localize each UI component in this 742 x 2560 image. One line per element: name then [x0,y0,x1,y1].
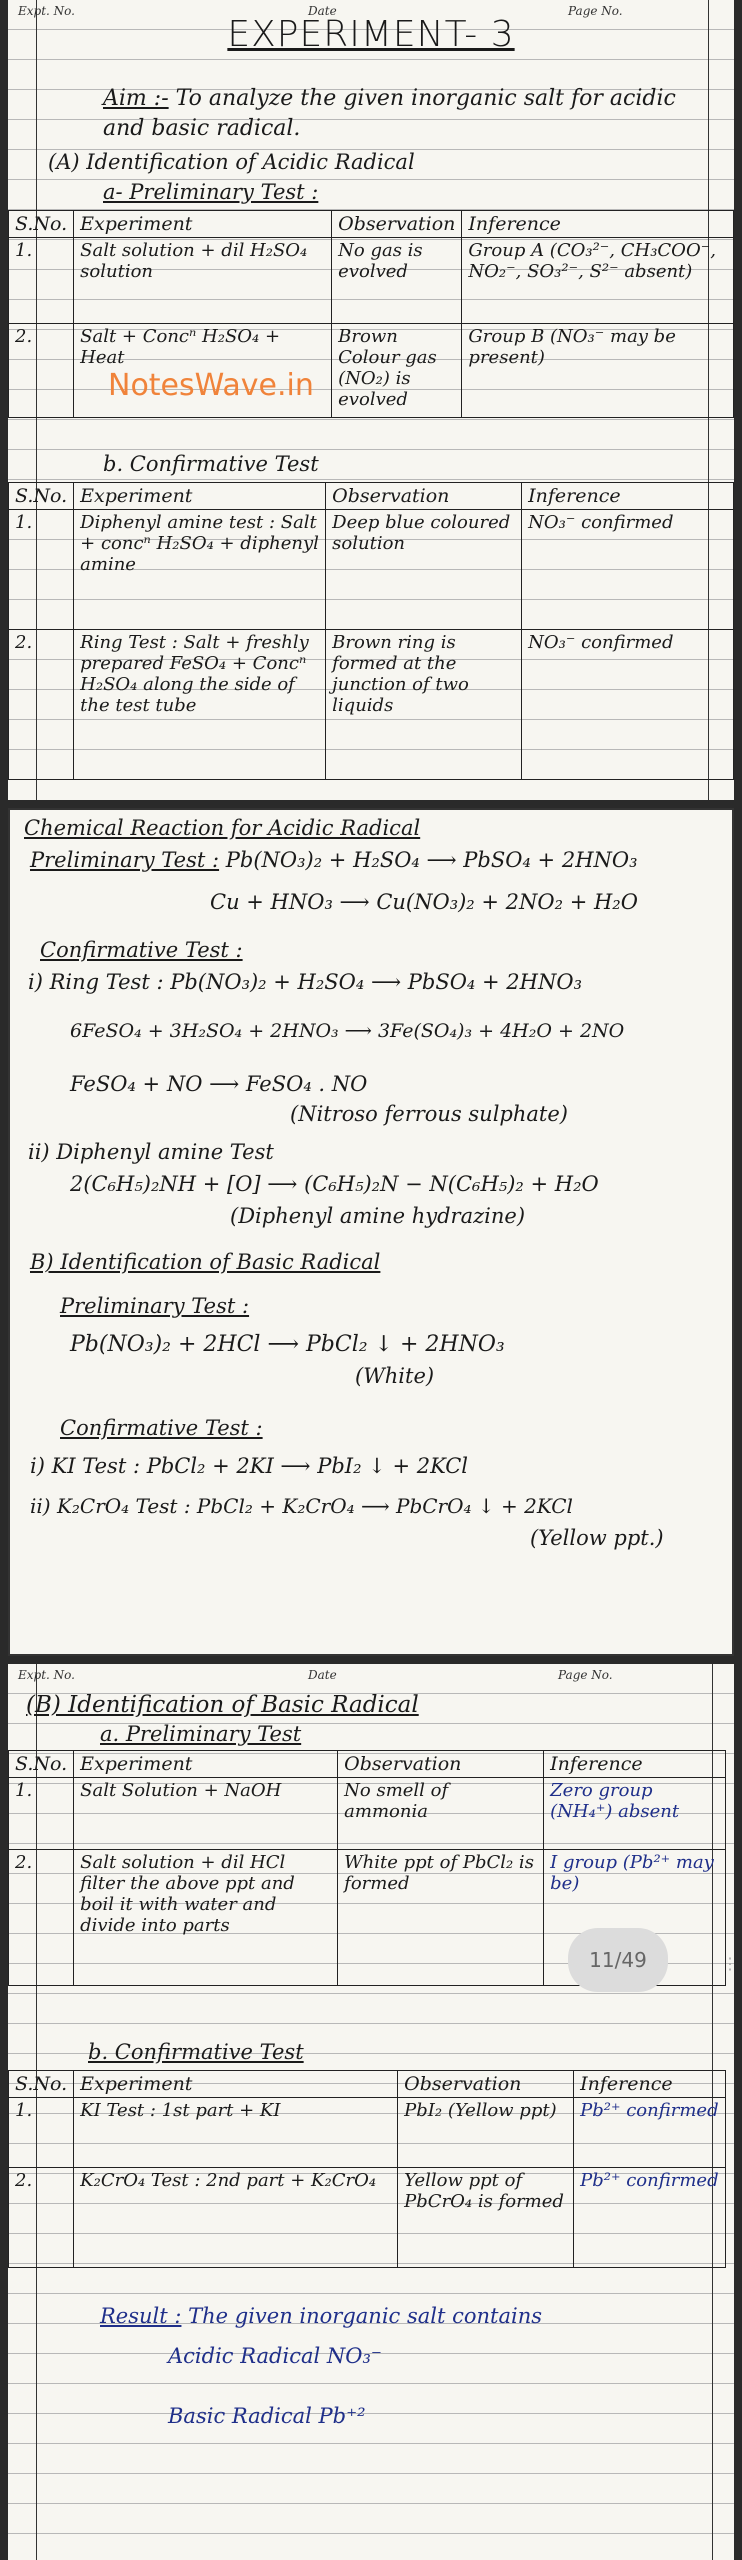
equation: FeSO₄ + NO ⟶ FeSO₄ . NO [70,1072,368,1096]
cell: K₂CrO₄ Test : 2nd part + K₂CrO₄ [74,2168,398,2268]
table-row [9,2168,726,2268]
table-header-row [9,2071,726,2098]
section-b-heading: B) Identification of Basic Radical [30,1250,381,1274]
result-basic: Basic Radical Pb⁺² [168,2404,366,2428]
equation: 2(C₆H₅)₂NH + [O] ⟶ (C₆H₅)₂N − N(C₆H₅)₂ + H₂O [70,1172,599,1196]
confirmative-label: Confirmative Test : [40,938,243,962]
cell: Pb²⁺ confirmed [574,2168,726,2268]
col-header: S.No. [9,483,74,510]
subsection-confirmative: b. Confirmative Test [88,2040,304,2064]
expt-no-label: Expt. No. [18,1668,75,1682]
basic-confirmative-table [8,2070,726,2268]
subsection-preliminary: a. Preliminary Test [100,1722,302,1746]
result-line [100,2304,542,2328]
cell: Group B (NO₃⁻ may be present) [462,324,734,418]
table-header-row [9,1751,726,1778]
page-header [8,1668,734,1686]
col-header: Inference [522,483,734,510]
cell: Group A (CO₃²⁻, CH₃COO⁻, NO₂⁻, SO₃²⁻, S²⁻ absent) [462,238,734,324]
cell: Salt solution + dil HCl filter the above ppt and boil it with water and divide into parts [74,1850,338,1986]
table-row [9,238,734,324]
table-header-row [9,211,734,238]
watermark: NotesWave.in [108,368,314,403]
cell: Ring Test : Salt + freshly prepared FeSO₄ + Concⁿ H₂SO₄ along the side of the test tube [74,630,326,780]
chemical-reaction-heading: Chemical Reaction for Acidic Radical [24,816,421,840]
col-header: Inference [462,211,734,238]
cell: 1. [9,2098,74,2168]
equation-note: (Diphenyl amine hydrazine) [230,1204,526,1228]
col-header: Inference [544,1751,726,1778]
confirmative-test-table [8,482,734,780]
aim-text: To analyze the given inorganic salt for acidic and basic radical. [103,86,676,141]
equation: ii) K₂CrO₄ Test : PbCl₂ + K₂CrO₄ ⟶ PbCrO₄ ↓ + 2KCl [30,1494,573,1518]
cell: 2. [9,324,74,418]
cell: White ppt of PbCl₂ is formed [338,1850,544,1986]
equation: Pb(NO₃)₂ + H₂SO₄ ⟶ PbSO₄ + 2HNO₃ [225,848,638,872]
table-header-row [9,483,734,510]
equation-note: (Nitroso ferrous sulphate) [290,1102,568,1126]
section-a-heading: (A) Identification of Acidic Radical [48,150,415,174]
subsection-confirmative: b. Confirmative Test [103,452,319,476]
date-label: Date [308,1668,337,1682]
table-row [9,1778,726,1850]
confirmative-label: Confirmative Test : [60,1416,263,1440]
aim-statement [103,84,703,144]
page-no-label: Page No. [558,1668,613,1682]
diphenyl-label: ii) Diphenyl amine Test [28,1140,274,1164]
section-heading: (B) Identification of Basic Radical [26,1692,419,1718]
col-header: Observation [338,1751,544,1778]
cell: 1. [9,510,74,630]
col-header: Experiment [74,211,332,238]
equation: Pb(NO₃)₂ + 2HCl ⟶ PbCl₂ ↓ + 2HNO₃ [70,1332,505,1357]
col-header: S.No. [9,211,74,238]
equation: 6FeSO₄ + 3H₂SO₄ + 2HNO₃ ⟶ 3Fe(SO₄)₃ + 4H₂O + 2NO [70,1020,625,1042]
label: i) Ring Test : [28,970,164,994]
ring-test [28,970,582,994]
preliminary-label: Preliminary Test : [60,1294,250,1318]
preliminary-label [30,848,638,872]
cell: 2. [9,1850,74,1986]
cell: Diphenyl amine test : Salt + concⁿ H₂SO₄ + diphenyl amine [74,510,326,630]
table-row [9,510,734,630]
cell: PbI₂ (Yellow ppt) [398,2098,574,2168]
cell: Salt + Concⁿ H₂SO₄ + Heat [74,324,332,418]
equation: Cu + HNO₃ ⟶ Cu(NO₃)₂ + 2NO₂ + H₂O [210,890,638,914]
expt-no-label: Expt. No. [18,4,75,18]
table-row [9,630,734,780]
cell: NO₃⁻ confirmed [522,510,734,630]
cell: No smell of ammonia [338,1778,544,1850]
col-header: Inference [574,2071,726,2098]
col-header: S.No. [9,2071,74,2098]
col-header: Experiment [74,483,326,510]
col-header: S.No. [9,1751,74,1778]
col-header: Observation [326,483,522,510]
notebook-page-2 [8,808,734,1656]
col-header: Observation [398,2071,574,2098]
page-no-label: Page No. [568,4,623,18]
cell: 2. [9,630,74,780]
cell: Pb²⁺ confirmed [574,2098,726,2168]
cell: NO₃⁻ confirmed [522,630,734,780]
table-row [9,2098,726,2168]
page-counter-badge: 11/49 [568,1928,668,1992]
equation-note: (White) [355,1364,435,1388]
cell: No gas is evolved [332,238,462,324]
equation: i) KI Test : PbCl₂ + 2KI ⟶ PbI₂ ↓ + 2KCl [30,1454,468,1478]
cell: Brown Colour gas (NO₂) is evolved [332,324,462,418]
aim-label: Aim :- [103,86,169,111]
cell: Deep blue coloured solution [326,510,522,630]
col-header: Experiment [74,1751,338,1778]
cell: I group (Pb²⁺ may be) [544,1850,726,1986]
cell: Brown ring is formed at the junction of two liquids [326,630,522,780]
more-options-icon[interactable]: ⋮ [722,1954,738,1973]
result-acidic: Acidic Radical NO₃⁻ [168,2344,382,2368]
cell: 2. [9,2168,74,2268]
cell: Salt Solution + NaOH [74,1778,338,1850]
subsection-preliminary: a- Preliminary Test : [103,180,319,204]
result-text: The given inorganic salt contains [188,2304,543,2328]
notebook-page-3 [8,1664,738,2560]
col-header: Observation [332,211,462,238]
cell: Salt solution + dil H₂SO₄ solution [74,238,332,324]
cell: Zero group (NH₄⁺) absent [544,1778,726,1850]
experiment-title: EXPERIMENT- 3 [227,14,515,55]
cell: 1. [9,1778,74,1850]
cell: Yellow ppt of PbCrO₄ is formed [398,2168,574,2268]
equation-note: (Yellow ppt.) [530,1526,664,1550]
cell: 1. [9,238,74,324]
col-header: Experiment [74,2071,398,2098]
label: Preliminary Test : [30,848,220,872]
equation: Pb(NO₃)₂ + H₂SO₄ ⟶ PbSO₄ + 2HNO₃ [170,970,582,994]
result-label: Result : [100,2304,182,2328]
notebook-page-1 [8,0,734,800]
cell: KI Test : 1st part + KI [74,2098,398,2168]
date-label: Date [308,4,337,18]
